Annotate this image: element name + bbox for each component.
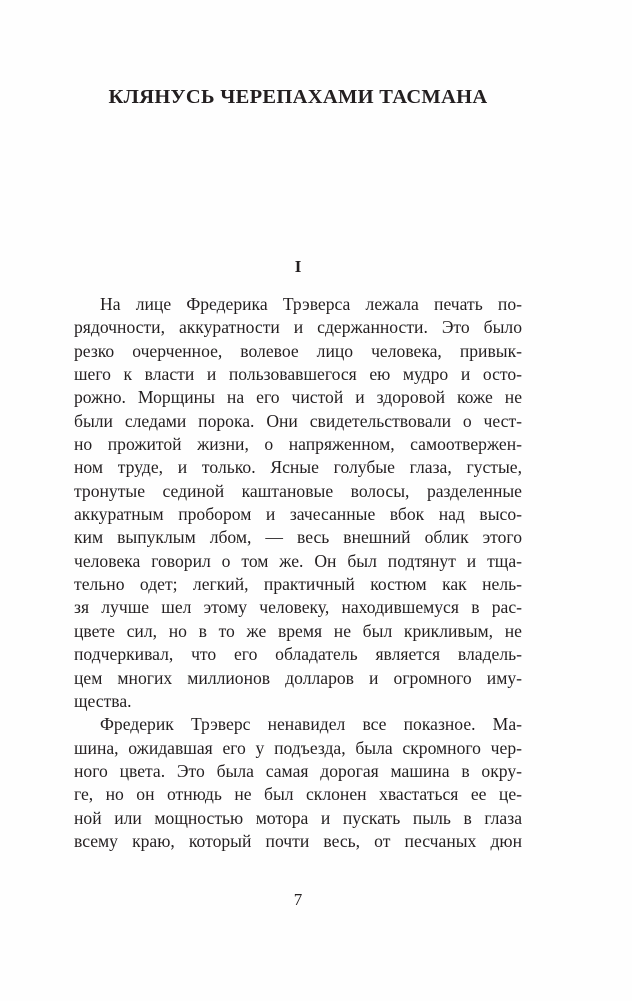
text-line: ким выпуклым лбом, — весь внешний облик этого xyxy=(74,527,522,548)
text-line: На лице Фредерика Трэверса лежала печать по- xyxy=(100,294,522,314)
text-line: тельно одет; легкий, практичный костюм как нель- xyxy=(74,574,522,595)
story-title: КЛЯНУСЬ ЧЕРЕПАХАМИ ТАСМАНА xyxy=(108,86,488,108)
text-line: тронутые сединой каштановые волосы, разделенные xyxy=(74,480,522,501)
text-line: ном труде, и только. Ясные голубые глаза, густые, xyxy=(74,457,522,478)
text-line: ге, но он отнюдь не был склонен хвастаться ее це- xyxy=(74,784,522,805)
text-line: рожно. Морщины на его чистой и здоровой коже не xyxy=(74,387,522,408)
body-text xyxy=(74,293,522,853)
text-line: были следами порока. Они свидетельствовали о чест- xyxy=(74,410,522,431)
text-line: резко очерченное, волевое лицо человека, привык- xyxy=(74,340,522,361)
text-line: Фредерик Трэверс ненавидел все показное. Ма- xyxy=(100,714,522,735)
text-line: рядочности, аккуратности и сдержанности. Это было xyxy=(74,317,522,338)
text-line: шего к власти и пользовавшегося ею мудро и осто- xyxy=(74,364,522,385)
text-line: но прожитой жизни, о напряженном, самоотвержен- xyxy=(74,434,522,455)
text-line: человека говорил о том же. Он был подтянут и тща- xyxy=(74,550,522,571)
text-line: зя лучше шел этому человеку, находившемуся в рас- xyxy=(74,597,522,618)
text-line: подчеркивал, что его обладатель является владель- xyxy=(74,644,522,665)
page-number: 7 xyxy=(293,890,303,909)
text-line: всему краю, который почти весь, от песчаных дюн xyxy=(74,830,522,851)
text-line: цем многих миллионов долларов и огромного иму- xyxy=(74,667,522,688)
text-line: аккуратным пробором и зачесанные вбок над высо- xyxy=(74,504,522,525)
text-line: цвете сил, но в то же время не был крикливым, не xyxy=(74,620,522,641)
text-line: ного цвета. Это была самая дорогая машина в окру- xyxy=(74,760,522,781)
chapter-number: I xyxy=(294,257,302,276)
text-line: ной или мощностью мотора и пускать пыль в глаза xyxy=(74,807,522,828)
text-line: щества. xyxy=(74,690,132,711)
text-line: шина, ожидавшая его у подъезда, была скромного чер- xyxy=(74,737,522,758)
